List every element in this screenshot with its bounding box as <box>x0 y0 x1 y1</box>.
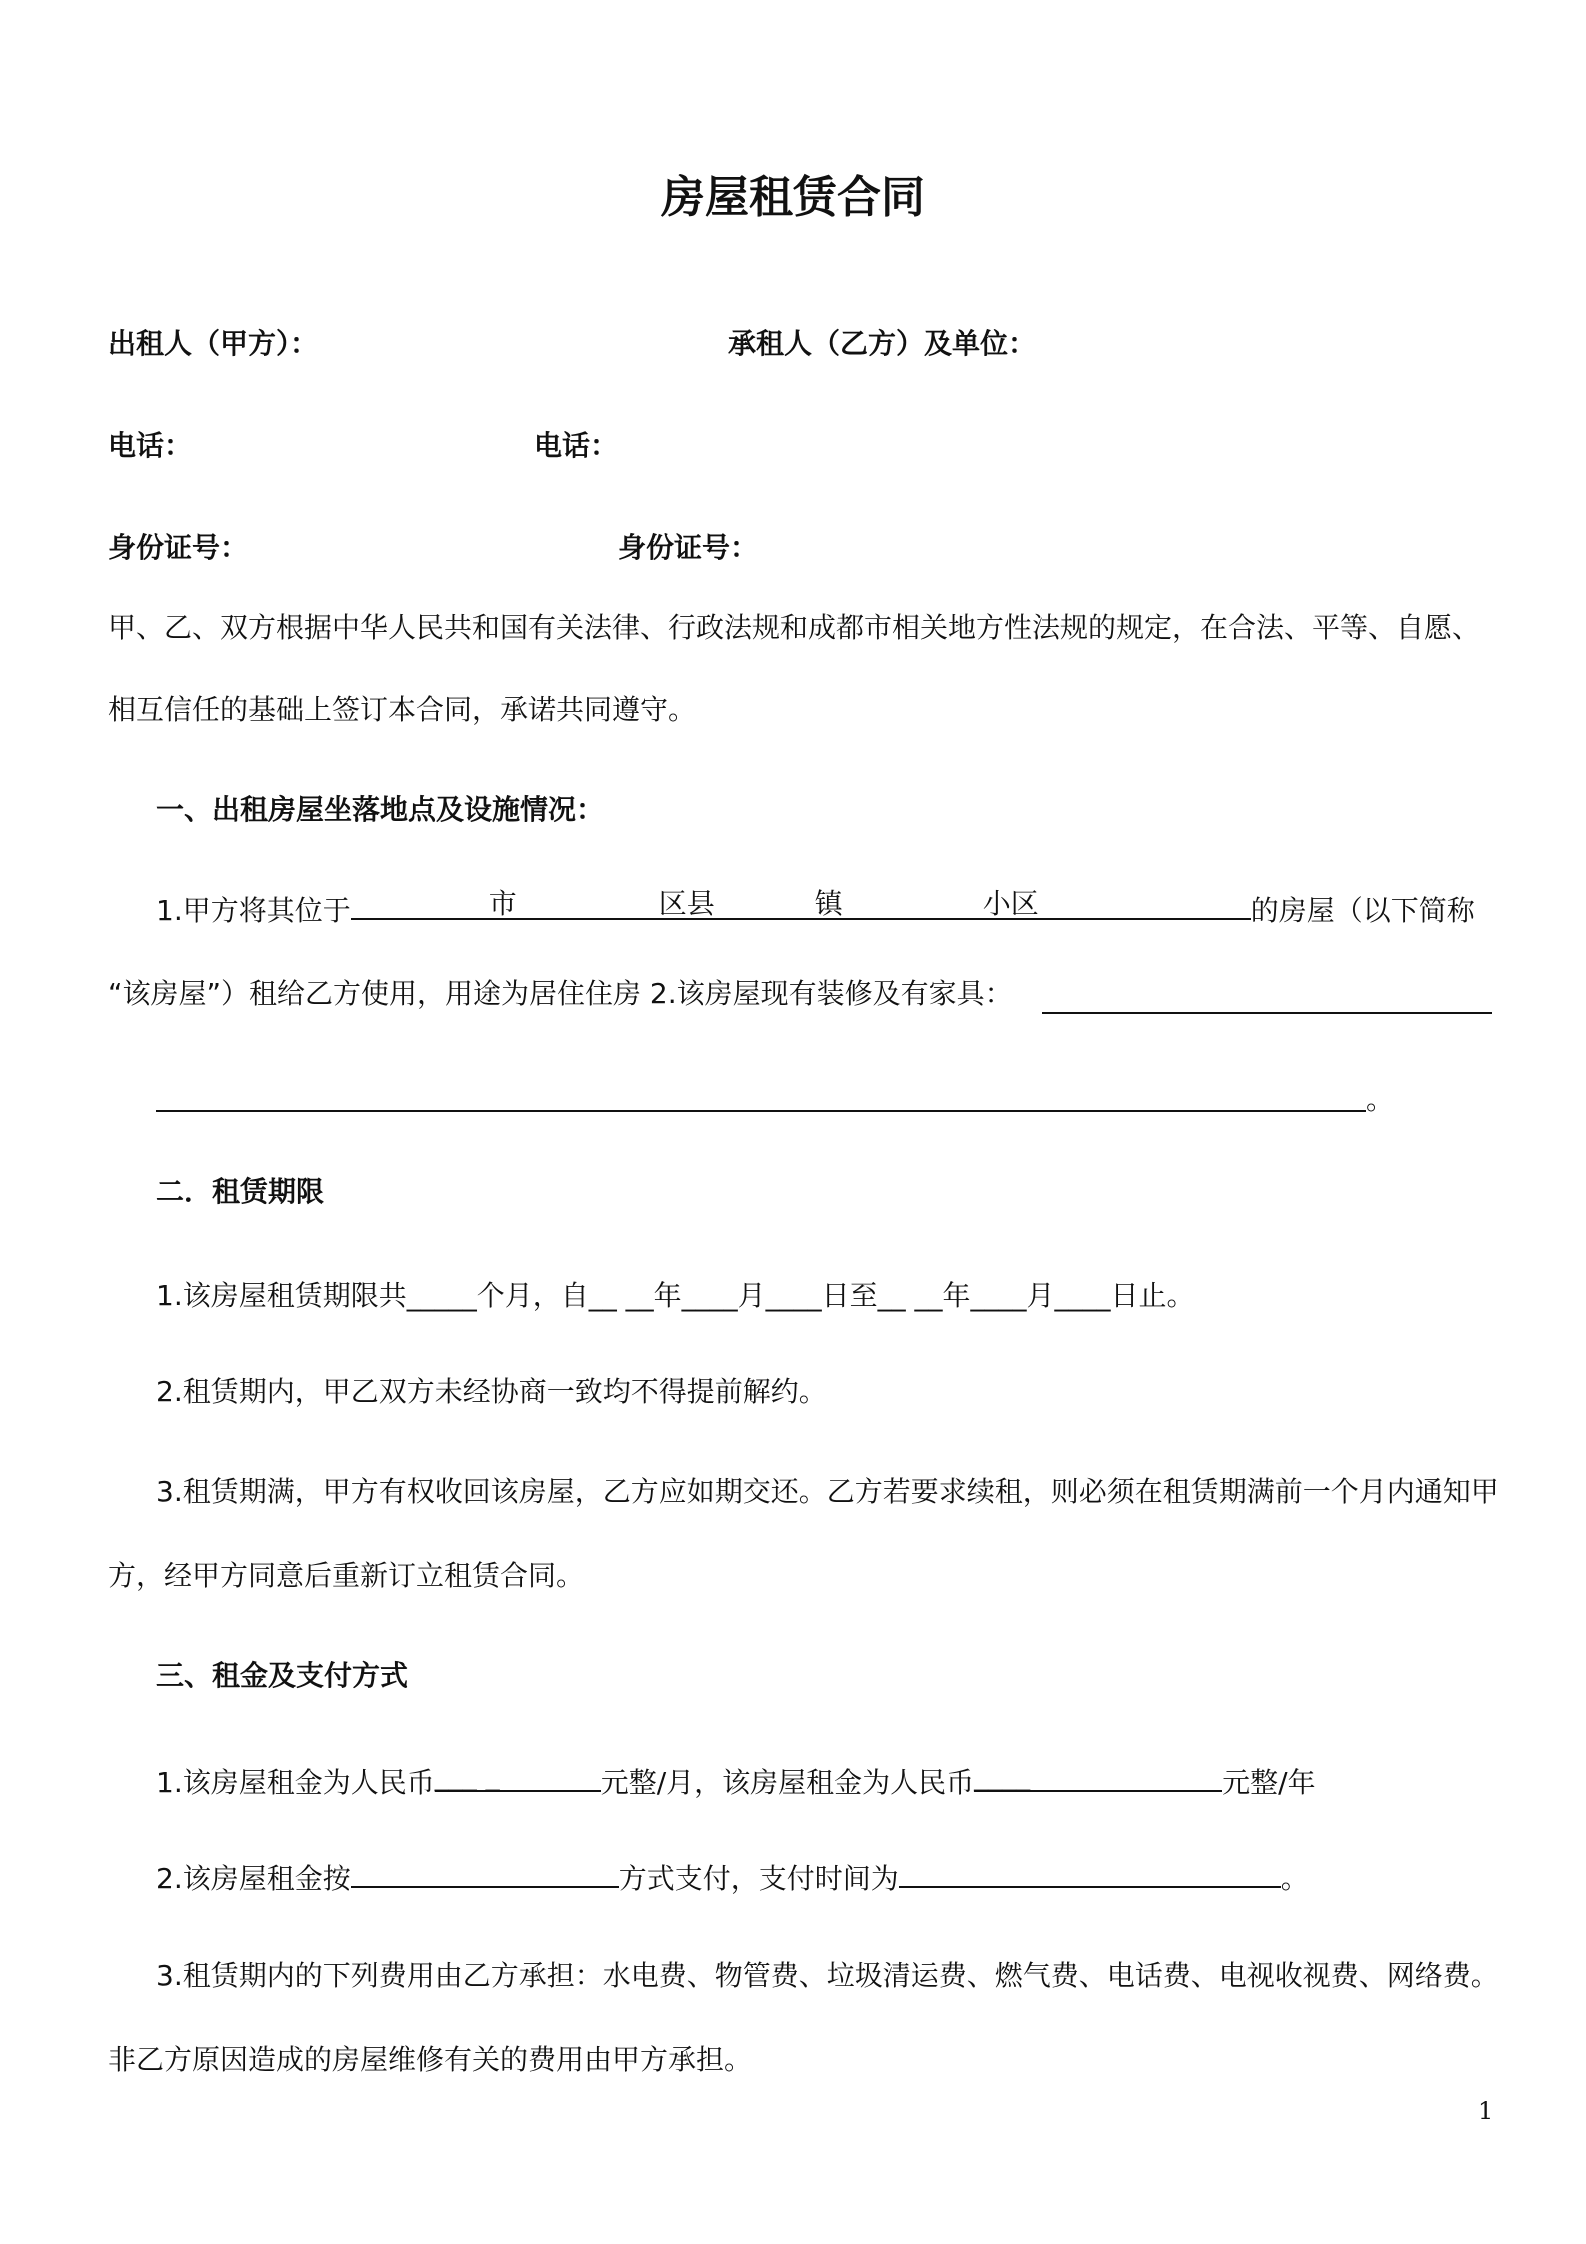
clause-1-prefix: 1.甲方将其位于 <box>156 894 351 927</box>
page-number: 1 <box>1478 2097 1494 2125</box>
rent-prefix: 1.该房屋租金为人民币 <box>156 1766 435 1799</box>
yearly-rent-blank <box>974 1759 1222 1792</box>
lessor-phone-label: 电话： <box>108 429 193 462</box>
preamble-line-1: 甲、乙、双方根据中华人民共和国有关法律、行政法规和成都市相关地方性法规的规定，在合法、平等、自愿、 <box>108 611 1481 644</box>
payment-time-blank <box>899 1858 1281 1888</box>
monthly-rent-blank <box>434 1759 601 1792</box>
clause-1-suffix: 的房屋（以下简称 <box>1250 894 1475 927</box>
lessor-label: 出租人（甲方）： <box>108 327 319 360</box>
lessee-phone-label: 电话： <box>534 429 619 462</box>
yearly-rent-value: ____ <box>974 1759 1031 1792</box>
clause-1-line-2-text: “该房屋”）租给乙方使用，用途为居住住房 2.该房屋现有装修及有家具： <box>108 977 1013 1010</box>
section-1-heading: 一、出租房屋坐落地点及设施情况： <box>156 793 605 826</box>
payment-mid: 方式支付，支付时间为 <box>618 1862 899 1895</box>
lessee-label: 承租人（乙方）及单位： <box>728 327 1037 360</box>
section-3-clause-1 <box>156 1759 1316 1801</box>
section-3-heading: 三、租金及支付方式 <box>156 1659 409 1692</box>
section-2-clause-2: 2.租赁期内，甲乙双方未经协商一致均不得提前解约。 <box>156 1375 827 1408</box>
section-1-clause-1 <box>156 887 1475 929</box>
section-2-clause-3-line-2: 方，经甲方同意后重新订立租赁合同。 <box>108 1559 585 1592</box>
city-label: 市 <box>488 887 517 920</box>
payment-prefix: 2.该房屋租金按 <box>156 1862 351 1895</box>
payment-method-blank <box>351 1858 619 1888</box>
payment-end: 。 <box>1280 1862 1309 1895</box>
monthly-rent-value: ___ _ <box>434 1759 500 1792</box>
district-label: 区县 <box>658 887 715 920</box>
address-blank <box>351 887 1251 920</box>
document-title: 房屋租赁合同 <box>661 172 925 223</box>
section-3-clause-3-line-1: 3.租赁期内的下列费用由乙方承担：水电费、物管费、垃圾清运费、燃气费、电话费、电视收视费、网络费。 <box>156 1959 1499 1992</box>
section-2-clause-3-line-1: 3.租赁期满，甲方有权收回该房屋，乙方应如期交还。乙方若要求续租，则必须在租赁期满前一个月内通知甲 <box>156 1475 1499 1508</box>
section-1-clause-1-line-2 <box>108 976 1013 1012</box>
rent-mid: 元整/月，该房屋租金为人民币 <box>600 1766 975 1799</box>
preamble-line-2: 相互信任的基础上签订本合同，承诺共同遵守。 <box>108 693 697 726</box>
town-label: 镇 <box>814 887 843 920</box>
section-3-clause-2 <box>156 1858 1309 1897</box>
furniture-blank-line-2 <box>156 1110 1366 1112</box>
section-2-clause-1: 1.该房屋租赁期限共_____个月，自__ __年____月____日至__ __年____月____日止。 <box>156 1279 1195 1312</box>
section-2-heading: 二．租赁期限 <box>156 1175 325 1208</box>
furniture-blank-line-1 <box>1042 1012 1492 1014</box>
rent-suffix: 元整/年 <box>1222 1766 1316 1799</box>
community-label: 小区 <box>982 887 1039 920</box>
lessor-id-label: 身份证号： <box>108 531 249 564</box>
furniture-period: 。 <box>1366 1083 1395 1116</box>
section-3-clause-3-line-2: 非乙方原因造成的房屋维修有关的费用由甲方承担。 <box>108 2043 753 2076</box>
lessee-id-label: 身份证号： <box>618 531 759 564</box>
